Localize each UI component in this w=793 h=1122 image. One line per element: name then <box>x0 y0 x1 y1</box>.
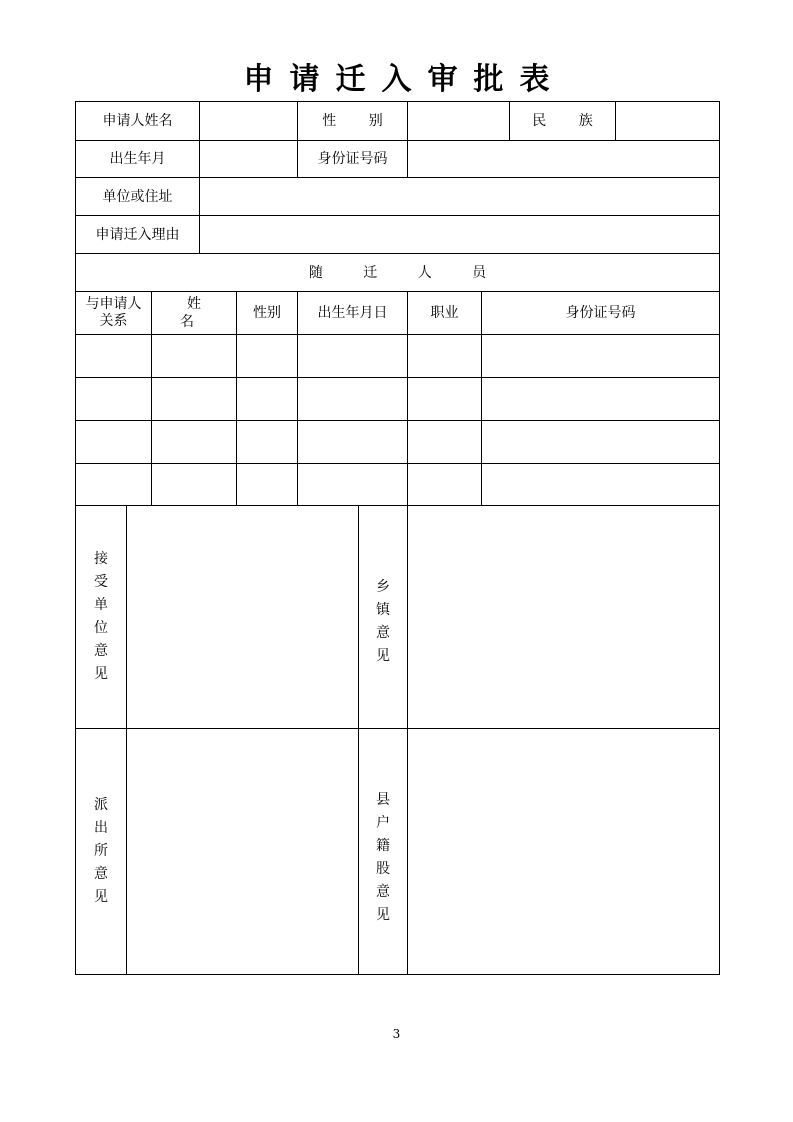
companions-section-label: 随 迁 人 员 <box>76 254 720 292</box>
cell-relationship[interactable] <box>76 464 152 506</box>
cell-name[interactable] <box>152 421 237 464</box>
header-name: 姓 名 <box>152 292 237 335</box>
cell-relationship[interactable] <box>76 421 152 464</box>
gender-label: 性 别 <box>298 102 408 141</box>
cell-birthdate[interactable] <box>298 335 408 378</box>
table-row <box>76 421 720 464</box>
header-occupation: 职业 <box>408 292 482 335</box>
receiving-unit-opinion-label: 接受单位意见 <box>76 506 127 729</box>
cell-name[interactable] <box>152 378 237 421</box>
applicant-table <box>75 101 720 292</box>
police-station-opinion-field[interactable] <box>127 729 359 975</box>
cell-id-number[interactable] <box>482 464 720 506</box>
address-field[interactable] <box>200 178 720 216</box>
id-number-field[interactable] <box>408 141 720 178</box>
address-label: 单位或住址 <box>76 178 200 216</box>
table-row <box>76 378 720 421</box>
cell-birthdate[interactable] <box>298 378 408 421</box>
header-id-number: 身份证号码 <box>482 292 720 335</box>
page-number: 3 <box>392 1027 401 1041</box>
cell-birthdate[interactable] <box>298 421 408 464</box>
ethnicity-field[interactable] <box>616 102 720 141</box>
birth-field[interactable] <box>200 141 298 178</box>
applicant-name-field[interactable] <box>200 102 298 141</box>
form-title: 申请迁入审批表 <box>243 62 566 97</box>
county-registry-opinion-field[interactable] <box>408 729 720 975</box>
reason-label: 申请迁入理由 <box>76 216 200 254</box>
opinions-table <box>75 505 720 975</box>
cell-gender[interactable] <box>237 464 298 506</box>
cell-name[interactable] <box>152 464 237 506</box>
cell-relationship[interactable] <box>76 335 152 378</box>
cell-occupation[interactable] <box>408 378 482 421</box>
cell-id-number[interactable] <box>482 335 720 378</box>
birth-label: 出生年月 <box>76 141 200 178</box>
table-row <box>76 335 720 378</box>
cell-name[interactable] <box>152 335 237 378</box>
companions-table <box>75 291 720 506</box>
cell-id-number[interactable] <box>482 378 720 421</box>
cell-occupation[interactable] <box>408 335 482 378</box>
cell-occupation[interactable] <box>408 464 482 506</box>
cell-id-number[interactable] <box>482 421 720 464</box>
cell-birthdate[interactable] <box>298 464 408 506</box>
township-opinion-label: 乡镇意见 <box>359 506 408 729</box>
cell-gender[interactable] <box>237 421 298 464</box>
gender-field[interactable] <box>408 102 510 141</box>
police-station-opinion-label: 派出所意见 <box>76 729 127 975</box>
table-row <box>76 464 720 506</box>
receiving-unit-opinion-field[interactable] <box>127 506 359 729</box>
cell-gender[interactable] <box>237 335 298 378</box>
county-registry-opinion-label: 县户籍股意见 <box>359 729 408 975</box>
id-number-label: 身份证号码 <box>298 141 408 178</box>
reason-field[interactable] <box>200 216 720 254</box>
header-birthdate: 出生年月日 <box>298 292 408 335</box>
cell-occupation[interactable] <box>408 421 482 464</box>
township-opinion-field[interactable] <box>408 506 720 729</box>
header-gender: 性别 <box>237 292 298 335</box>
cell-relationship[interactable] <box>76 378 152 421</box>
ethnicity-label: 民 族 <box>510 102 616 141</box>
applicant-name-label: 申请人姓名 <box>76 102 200 141</box>
header-relationship: 与申请人关系 <box>76 292 152 335</box>
cell-gender[interactable] <box>237 378 298 421</box>
